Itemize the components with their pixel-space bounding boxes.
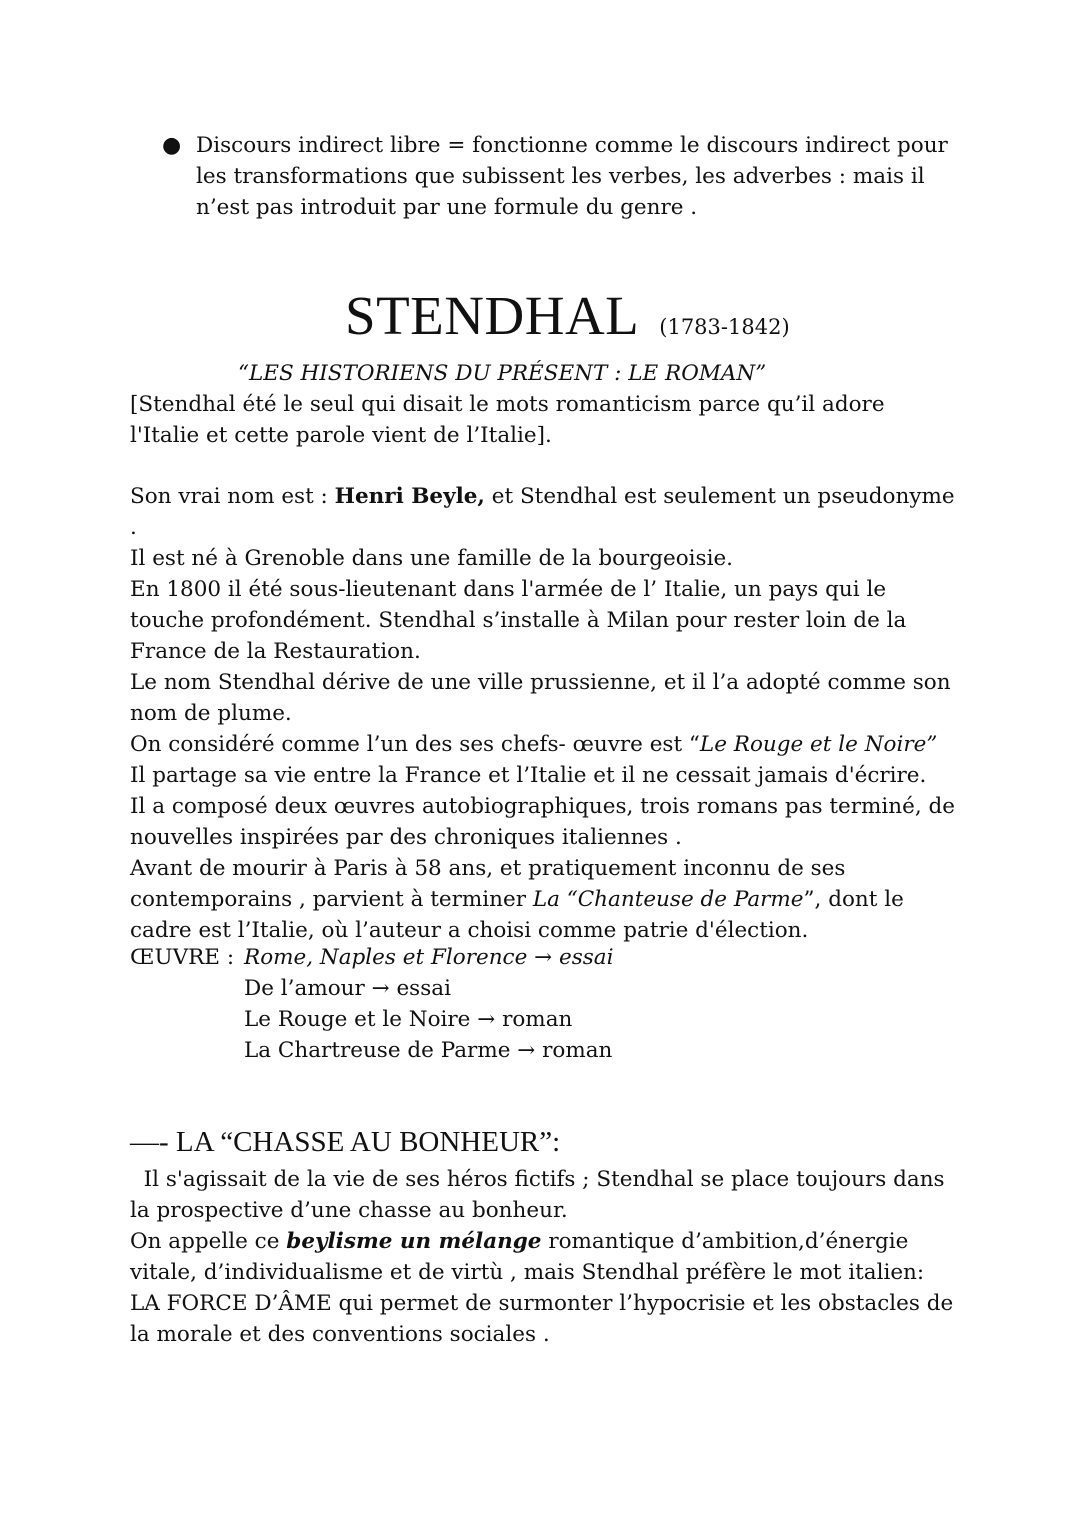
bio-line-name-origin: Le nom Stendhal dérive de une ville prussienne, et il l’a adopté comme son nom de plume.: [130, 670, 951, 726]
bio-line-death: [130, 853, 960, 946]
section-paragraph: Il s'agissait de la vie de ses héros fictifs ; Stendhal se place toujours dans la prospective d’une chasse au bonheur.: [130, 1167, 952, 1223]
bio-name-prefix: Son vrai nom est :: [130, 484, 335, 509]
bio-masterpiece-title: Le Rouge et le Noire”: [699, 732, 938, 757]
section-p2-suffix: romantique d’ambition,d’énergie vitale, d’individualisme et de virtù , mais Stendhal préfère le mot italien: LA FORCE D’ÂME qui permet de surmonter l’hypocrisie et les obstacles de la morale et des conventions sociales .: [130, 1229, 954, 1347]
work-item: Le Rouge et le Noire → roman: [244, 1007, 573, 1032]
intro-note: [130, 389, 960, 451]
works-label: ŒUVRE :: [130, 945, 235, 970]
bio-name-suffix: et Stendhal est seulement un pseudonyme .: [130, 484, 955, 540]
section-paragraph: [130, 1226, 960, 1350]
works-list: [244, 942, 614, 1066]
title-row: [345, 284, 790, 348]
work-item: La Chartreuse de Parme → roman: [244, 1038, 613, 1063]
bio-masterpiece-prefix: On considéré comme l’un des ses chefs- œuvre est “: [130, 732, 700, 757]
bullet-dot-icon: ●: [162, 133, 182, 158]
section-p2-emphasis: beylisme un mélange: [286, 1229, 542, 1254]
bio-line-name: [130, 481, 960, 543]
bio-death-prefix: Avant de mourir à Paris à 58 ans, et pratiquement inconnu de ses contemporains , parvient à terminer: [130, 856, 846, 912]
title-dates: (1783-1842): [659, 315, 790, 339]
bio-real-name: Henri Beyle,: [334, 484, 485, 509]
intro-note-text: [Stendhal été le seul qui disait le mots romanticism parce qu’il adore l'Italie et cette parole vient de l’Italie].: [130, 392, 885, 448]
bullet-text: Discours indirect libre = fonctionne comme le discours indirect pour les transformations que subissent les verbes, les adverbes : mais il n’est pas introduit par une formule du genre .: [196, 133, 948, 220]
bio-line-life: Il partage sa vie entre la France et l’Italie et il ne cessait jamais d'écrire.: [130, 763, 927, 788]
bio-death-suffix: ”, dont le cadre est l’Italie, où l’auteur a choisi comme patrie d'élection.: [130, 887, 904, 943]
work-item-text: Rome, Naples et Florence → essai: [244, 945, 614, 970]
bio-line-army: En 1800 il été sous-lieutenant dans l'armée de l’ Italie, un pays qui le touche profondément. Stendhal s’installe à Milan pour rester loin de la France de la Restauration.: [130, 577, 907, 664]
bio-line-masterpiece: [130, 729, 960, 760]
section-body: [130, 1164, 960, 1350]
section-heading: —- LA “CHASSE AU BONHEUR”:: [130, 1126, 561, 1158]
subtitle: “LES HISTORIENS DU PRÉSENT : LE ROMAN”: [238, 361, 767, 386]
work-item: De l’amour → essai: [244, 976, 451, 1001]
section-p2-prefix: On appelle ce: [130, 1229, 287, 1254]
work-item: [244, 942, 614, 973]
page-title: STENDHAL: [345, 285, 640, 346]
bio-line-works: Il a composé deux œuvres autobiographiques, trois romans pas terminé, de nouvelles inspirées par des chroniques italiennes .: [130, 794, 955, 850]
bio-death-title: La “Chanteuse de Parme: [532, 887, 804, 912]
bio-line-birth: Il est né à Grenoble dans une famille de la bourgeoisie.: [130, 546, 734, 571]
biography: [130, 481, 960, 946]
